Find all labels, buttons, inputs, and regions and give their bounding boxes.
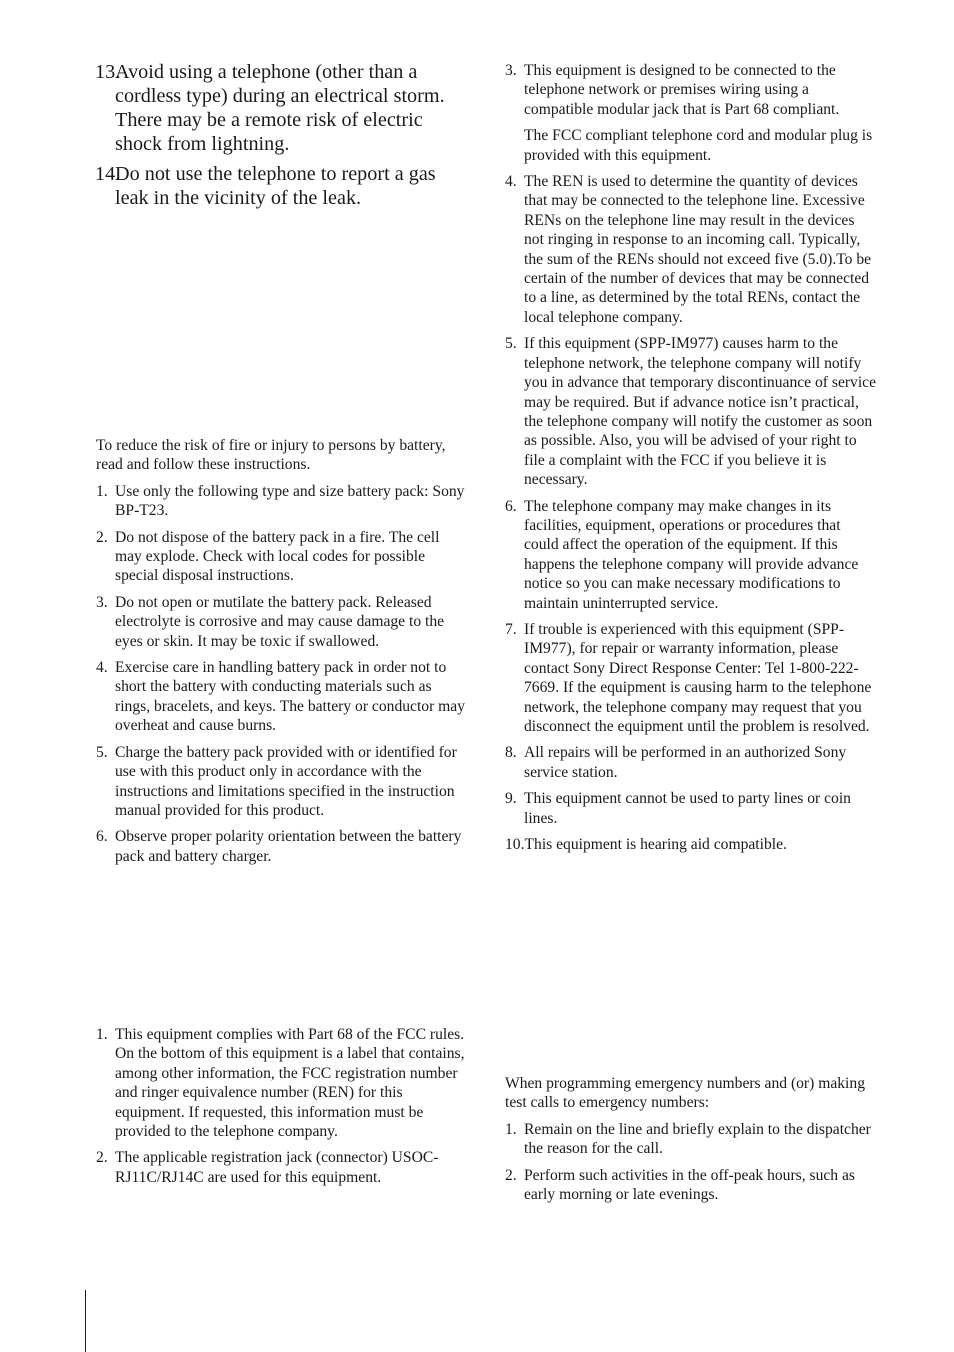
item-text: Do not open or mutilate the battery pack. Released electrolyte is corrosive and may cause damage to the eyes or skin. It may be toxic if swallowed. — [115, 593, 445, 650]
item-text: Exercise care in handling battery pack in order not to short the battery with conducting materials such as rings, bracelets, and keys. The battery or conductor may overheat and cause burns. — [115, 659, 466, 735]
item-text: If this equipment (SPP-IM977) causes harm to the telephone network, the telephone company will notify you in advance that temporary discontinuance of service may be required. But if advance notice isn’t practical, the telephone company will notify the customer as soon as possible. Also, you will be advised of your right to file a complaint with the FCC if you believe it is necessary. — [524, 335, 877, 489]
battery-section — [96, 436, 468, 873]
item-text: This equipment cannot be used to party lines or coin lines. — [524, 790, 851, 827]
list-item — [96, 593, 468, 651]
item-number: 5. — [505, 335, 517, 353]
list-item — [96, 1025, 468, 1141]
battery-list — [96, 482, 468, 866]
item-text: Do not use the telephone to report a gas leak in the vicinity of the leak. — [115, 163, 436, 209]
item-number: 8. — [505, 744, 517, 762]
item-number: 13. — [95, 61, 121, 83]
item-text: Remain on the line and briefly explain to the dispatcher the reason for the call. — [524, 1120, 871, 1158]
item-text: All repairs will be performed in an authorized Sony service station. — [524, 744, 847, 781]
item-text: This equipment complies with Part 68 of the FCC rules. On the bottom of this equipment is a label that contains, among other information, the FCC registration number and ringer equivalence number (REN) for this equipment. If requested, this information must be provided to the telephone company. — [115, 1026, 465, 1141]
item-text: Use only the following type and size battery pack: Sony BP-T23. — [115, 482, 465, 520]
item-number: 6. — [96, 828, 108, 846]
fcc-list-left — [96, 1025, 468, 1187]
item-number: 4. — [505, 173, 517, 191]
list-item — [505, 1166, 877, 1205]
item-text: Observe proper polarity orientation between the battery pack and battery charger. — [115, 828, 462, 865]
list-item — [505, 835, 877, 854]
list-item — [96, 60, 468, 156]
list-item — [96, 1148, 468, 1187]
list-item — [505, 620, 877, 736]
list-item — [505, 61, 877, 165]
item-number: 2. — [96, 1149, 108, 1167]
item-number: 1. — [96, 1026, 108, 1043]
item-text: Do not dispose of the battery pack in a fire. The cell may explode. Check with local codes for possible special disposal instructions. — [115, 528, 440, 585]
item-text: If trouble is experienced with this equipment (SPP-IM977), for repair or warranty information, please contact Sony Direct Response Center: Tel 1-800-222-7669. If the equipment is causing harm to the telephone network, the telephone company may request that you disconnect the equipment until the problem is resolved. — [524, 620, 872, 735]
emergency-section — [505, 1074, 877, 1211]
item-text: The REN is used to determine the quantity of devices that may be connected to the telephone line. Excessive RENs on the telephone line may result in the devices not ringing in response to an incoming call. Typically, the sum of the RENs should not exceed five (5.0).To be certain of the number of devices that may be connected to a line, as determined by the total RENs, contact the local telephone company. — [524, 173, 872, 326]
item-text: This equipment is designed to be connected to the telephone network or premises wiring using a compatible modular jack that is Part 68 compliant. — [524, 62, 840, 118]
item-text: The telephone company may make changes in its facilities, equipment, operations or procedures that could affect the operation of the equipment. If this happens the telephone company will provide advance notice so you can make necessary modifications to maintain uninterrupted service. — [524, 497, 859, 612]
battery-intro: To reduce the risk of fire or injury to persons by battery, read and follow these instructions. — [96, 437, 446, 474]
fcc-section-right — [505, 61, 877, 861]
list-item — [96, 827, 468, 866]
list-item — [505, 1120, 877, 1159]
margin-rule — [85, 1290, 86, 1352]
list-item — [96, 528, 468, 586]
fcc-section-left — [96, 1025, 468, 1194]
list-item — [96, 658, 468, 736]
item-number: 1. — [96, 482, 108, 500]
item-number: 9. — [505, 790, 517, 808]
item-text: Perform such activities in the off-peak hours, such as early morning or late evenings. — [524, 1166, 855, 1204]
item-number: 5. — [96, 743, 108, 761]
safety-instructions-section — [96, 60, 468, 216]
item-number: 7. — [505, 620, 517, 638]
list-item — [96, 162, 468, 210]
item-number: 3. — [505, 62, 517, 79]
list-item — [505, 334, 877, 489]
item-subparagraph: The FCC compliant telephone cord and modular plug is provided with this equipment. — [524, 127, 873, 164]
list-item — [505, 497, 877, 613]
item-number: 2. — [96, 528, 108, 546]
item-number: 4. — [96, 659, 108, 677]
emergency-list — [505, 1120, 877, 1205]
list-item — [96, 482, 468, 521]
item-text: 10.This equipment is hearing aid compatible. — [505, 836, 787, 854]
item-number: 1. — [505, 1120, 517, 1138]
item-number: 3. — [96, 593, 108, 611]
item-text: Avoid using a telephone (other than a cordless type) during an electrical storm. There may be a remote risk of electric shock from lightning. — [115, 61, 445, 155]
list-item — [96, 743, 468, 821]
item-number: 14. — [95, 163, 121, 185]
list-item — [505, 789, 877, 828]
fcc-list-right — [505, 61, 877, 854]
item-text: Charge the battery pack provided with or identified for use with this product only in accordance with the instructions and limitations specified in the instruction manual provided for this product. — [115, 743, 457, 819]
safety-list — [96, 60, 468, 210]
item-number: 2. — [505, 1166, 517, 1184]
list-item — [505, 743, 877, 782]
list-item — [505, 172, 877, 327]
emergency-intro: When programming emergency numbers and (or) making test calls to emergency numbers: — [505, 1075, 865, 1112]
item-number: 6. — [505, 497, 517, 515]
item-text: The applicable registration jack (connector) USOC-RJ11C/RJ14C are used for this equipment. — [115, 1149, 439, 1186]
